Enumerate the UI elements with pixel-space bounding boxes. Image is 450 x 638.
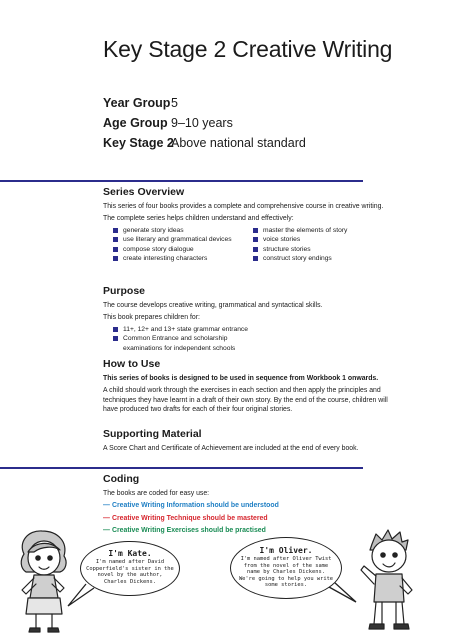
skills-right-column <box>253 226 383 264</box>
supporting-material-section <box>103 428 388 453</box>
meta-value: 9–10 years <box>171 116 233 130</box>
skills-list <box>103 224 388 264</box>
how-to-use-bold: This series of books is designed to be used in sequence from Workbook 1 onwards. <box>103 375 379 382</box>
purpose-line: This book prepares children for: <box>103 314 200 322</box>
divider-rule <box>0 180 363 182</box>
section-heading: Series Overview <box>103 186 185 198</box>
meta-value: Above national standard <box>171 136 306 150</box>
list-item: construct story endings <box>253 254 383 264</box>
key-stage-row <box>103 133 306 153</box>
oliver-text: I'm named after Oliver Twist from the novel of the same name by Charles Dickens. We're going to help you write some stories. <box>238 556 334 589</box>
coding-section <box>103 473 388 538</box>
overview-helps: The complete series helps children understand and effectively: <box>103 215 294 223</box>
list-item: use literary and grammatical devices <box>113 235 243 245</box>
page-title: Key Stage 2 Creative Writing <box>103 36 393 62</box>
how-to-use-body: A child should work through the exercises in each section and then apply the principles and techniques they have learnt in a draft of their own story. By the end of the course, children will have produced two drafts for each of their four original stories. <box>103 387 388 413</box>
section-heading: Supporting Material <box>103 428 202 440</box>
oliver-illustration <box>356 526 424 634</box>
list-item: voice stories <box>253 235 383 245</box>
section-heading: Coding <box>103 473 140 485</box>
coding-information-line <box>103 500 388 513</box>
list-item: generate story ideas <box>113 226 243 236</box>
skills-left-column <box>113 226 243 264</box>
year-group-row <box>103 93 306 113</box>
book-details <box>103 93 306 153</box>
coding-line-text: Creative Writing Exercises should be practised <box>112 527 266 535</box>
meta-label: Year Group <box>103 96 171 110</box>
dash: — <box>103 514 110 522</box>
coding-technique-line <box>103 513 388 526</box>
kate-illustration <box>14 528 76 634</box>
meta-value: 5 <box>171 96 178 110</box>
purpose-section <box>103 285 388 353</box>
kate-name: I'm Kate. <box>108 549 152 558</box>
coding-exercises-line <box>103 525 388 538</box>
age-group-row <box>103 113 306 133</box>
dash: — <box>103 502 110 510</box>
section-heading: How to Use <box>103 358 161 370</box>
meta-label: Age Group <box>103 116 168 130</box>
dash: — <box>103 527 110 535</box>
purpose-line: The course develops creative writing, grammatical and syntactical skills. <box>103 302 323 309</box>
coding-line-text: Creative Writing Technique should be mastered <box>112 514 268 522</box>
coding-line-text: Creative Writing Information should be understood <box>112 502 279 510</box>
list-item: structure stories <box>253 245 383 255</box>
series-overview-section <box>103 186 388 264</box>
list-item: 11+, 12+ and 13+ state grammar entrance <box>113 325 263 335</box>
list-item: Common Entrance and scholarship examinations for independent schools <box>113 334 263 353</box>
divider-rule <box>0 467 363 469</box>
coding-intro: The books are coded for easy use: <box>103 490 210 497</box>
list-item: create interesting characters <box>113 254 243 264</box>
list-item: compose story dialogue <box>113 245 243 255</box>
how-to-use-section <box>103 358 388 414</box>
oliver-name: I'm Oliver. <box>259 546 313 555</box>
purpose-list <box>113 325 263 354</box>
list-item: master the elements of story <box>253 226 383 236</box>
meta-label: Key Stage 2 <box>103 136 174 150</box>
kate-speech-bubble <box>80 541 180 596</box>
supporting-material-body: A Score Chart and Certificate of Achievement are included at the end of every book. <box>103 445 359 452</box>
kate-text: I'm named after David Copperfield's sister in the novel by the author, Charles Dickens. <box>86 559 174 585</box>
oliver-speech-bubble <box>230 537 342 599</box>
overview-intro: This series of four books provides a complete and comprehensive course in creative writing. <box>103 203 384 210</box>
section-heading: Purpose <box>103 285 146 297</box>
